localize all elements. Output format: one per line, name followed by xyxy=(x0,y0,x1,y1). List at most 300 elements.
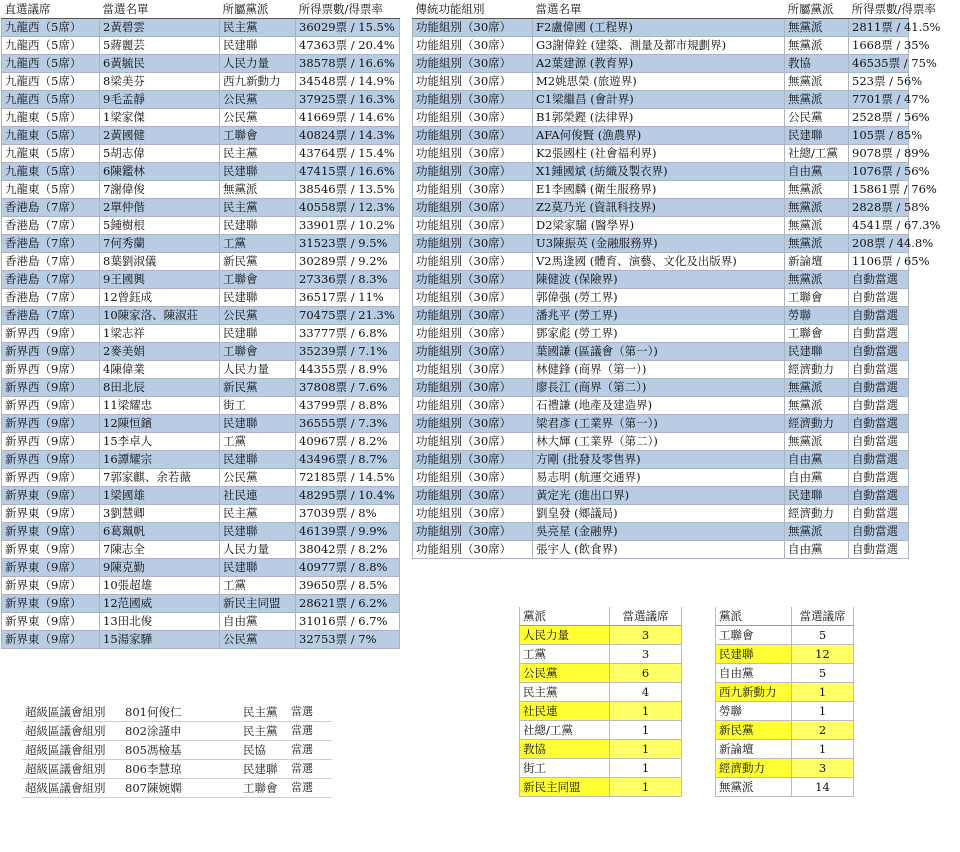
votes-cell: 40977票 / 8.8% xyxy=(296,559,400,577)
candidate-cell: 2麥美娟 xyxy=(100,343,220,361)
table-row xyxy=(413,433,909,451)
constituency-cell: 功能組別（30席） xyxy=(413,397,533,415)
party-name-cell: 經濟動力 xyxy=(716,759,792,778)
party-cell: 民主黨 xyxy=(220,145,296,163)
candidate-cell: Z2莫乃光 (資訊科技界) xyxy=(533,199,785,217)
votes-cell: 27336票 / 8.3% xyxy=(296,271,400,289)
table-row xyxy=(716,664,854,683)
party-name-cell: 人民力量 xyxy=(520,626,610,645)
table-row xyxy=(413,181,909,199)
candidate-cell: 易志明 (航運交通界) xyxy=(533,469,785,487)
constituency-cell: 超級區議會組別 xyxy=(22,741,122,760)
votes-cell: 自動當選 xyxy=(849,487,909,505)
constituency-cell: 功能組別（30席） xyxy=(413,487,533,505)
candidate-cell: B1郭榮鏗 (法律界) xyxy=(533,109,785,127)
table-row xyxy=(520,645,682,664)
votes-cell: 自動當選 xyxy=(849,523,909,541)
votes-cell: 31016票 / 6.7% xyxy=(296,613,400,631)
table-row xyxy=(413,523,909,541)
party-cell: 無黨派 xyxy=(220,181,296,199)
votes-cell: 32753票 / 7% xyxy=(296,631,400,649)
votes-cell: 39650票 / 8.5% xyxy=(296,577,400,595)
table-row xyxy=(2,631,400,649)
constituency-cell: 九龍東（5席） xyxy=(2,163,100,181)
table-row xyxy=(413,325,909,343)
table-row xyxy=(413,397,909,415)
table-header-row xyxy=(520,607,682,626)
party-cell: 公民黨 xyxy=(220,631,296,649)
table-row xyxy=(2,271,400,289)
constituency-cell: 超級區議會組別 xyxy=(22,760,122,779)
candidate-cell: V2馬逢國 (體育、演藝、文化及出版界) xyxy=(533,253,785,271)
party-name-cell: 社總/工黨 xyxy=(520,721,610,740)
constituency-cell: 功能組別（30席） xyxy=(413,19,533,37)
table-row xyxy=(413,451,909,469)
party-cell: 經濟動力 xyxy=(785,415,849,433)
party-cell: 民建聯 xyxy=(220,325,296,343)
party-cell: 經濟動力 xyxy=(785,361,849,379)
seat-count-cell: 5 xyxy=(792,626,854,645)
table-row xyxy=(520,759,682,778)
table-row xyxy=(2,37,400,55)
party-cell: 自由黨 xyxy=(220,613,296,631)
constituency-cell: 功能組別（30席） xyxy=(413,379,533,397)
party-cell: 無黨派 xyxy=(785,523,849,541)
votes-cell: 自動當選 xyxy=(849,379,909,397)
constituency-cell: 新界東（9席） xyxy=(2,523,100,541)
constituency-cell: 超級區議會組別 xyxy=(22,779,122,798)
party-cell: 無黨派 xyxy=(785,73,849,91)
table-row xyxy=(2,541,400,559)
table-row xyxy=(520,702,682,721)
table-header-row xyxy=(716,607,854,626)
constituency-cell: 功能組別（30席） xyxy=(413,109,533,127)
candidate-cell: 2黃國健 xyxy=(100,127,220,145)
party-name-cell: 公民黨 xyxy=(520,664,610,683)
table-row xyxy=(413,343,909,361)
table-row xyxy=(2,181,400,199)
party-cell: 公民黨 xyxy=(220,307,296,325)
column-header: 所得票數/得票率 xyxy=(849,0,909,19)
candidate-cell: 9王國興 xyxy=(100,271,220,289)
functional-constituency-table xyxy=(412,0,941,559)
seat-count-cell: 3 xyxy=(610,626,682,645)
column-header: 當選名單 xyxy=(100,0,220,19)
table-row xyxy=(716,740,854,759)
constituency-cell: 功能組別（30席） xyxy=(413,415,533,433)
table-row xyxy=(413,487,909,505)
party-cell: 民建聯 xyxy=(220,559,296,577)
party-name-cell: 民建聯 xyxy=(716,645,792,664)
constituency-cell: 新界西（9席） xyxy=(2,469,100,487)
table-row xyxy=(2,361,400,379)
constituency-cell: 新界西（9席） xyxy=(2,361,100,379)
candidate-cell: 10張超雄 xyxy=(100,577,220,595)
constituency-cell: 功能組別（30席） xyxy=(413,37,533,55)
candidate-cell: 3劉慧卿 xyxy=(100,505,220,523)
seat-count-cell: 5 xyxy=(792,664,854,683)
table-row xyxy=(2,577,400,595)
party-cell: 無黨派 xyxy=(785,217,849,235)
table-row xyxy=(716,759,854,778)
table-row xyxy=(413,145,909,163)
candidate-cell: 15李卓人 xyxy=(100,433,220,451)
candidate-cell: 1梁家傑 xyxy=(100,109,220,127)
table-row xyxy=(413,163,909,181)
constituency-cell: 功能組別（30席） xyxy=(413,451,533,469)
constituency-cell: 功能組別（30席） xyxy=(413,55,533,73)
candidate-cell: 葉國謙 (區議會（第一）) xyxy=(533,343,785,361)
result-cell: 當選 xyxy=(288,779,332,798)
candidate-cell: 1梁志祥 xyxy=(100,325,220,343)
candidate-cell: 2黃碧雲 xyxy=(100,19,220,37)
votes-cell: 37925票 / 16.3% xyxy=(296,91,400,109)
candidate-cell: D2梁家騮 (醫學界) xyxy=(533,217,785,235)
party-cell: 工黨 xyxy=(220,577,296,595)
constituency-cell: 超級區議會組別 xyxy=(22,703,122,722)
candidate-cell: 12范國威 xyxy=(100,595,220,613)
party-cell: 工聯會 xyxy=(785,325,849,343)
table-row xyxy=(2,127,400,145)
constituency-cell: 功能組別（30席） xyxy=(413,181,533,199)
seat-count-cell: 6 xyxy=(610,664,682,683)
column-header: 當選名單 xyxy=(533,0,785,19)
votes-cell: 自動當選 xyxy=(849,415,909,433)
votes-cell: 28621票 / 6.2% xyxy=(296,595,400,613)
candidate-cell: 梁君彥 (工業界（第一）) xyxy=(533,415,785,433)
votes-cell: 34548票 / 14.9% xyxy=(296,73,400,91)
party-cell: 自由黨 xyxy=(785,163,849,181)
party-cell: 民建聯 xyxy=(785,127,849,145)
party-cell: 新民黨 xyxy=(220,379,296,397)
candidate-cell: 6陳鑑林 xyxy=(100,163,220,181)
constituency-cell: 新界西（9席） xyxy=(2,325,100,343)
votes-cell: 46535票 / 75% xyxy=(849,55,909,73)
party-name-cell: 新論壇 xyxy=(716,740,792,759)
party-cell: 自由黨 xyxy=(785,469,849,487)
votes-cell: 自動當選 xyxy=(849,325,909,343)
party-cell: 民主黨 xyxy=(220,19,296,37)
table-row xyxy=(2,469,400,487)
party-cell: 無黨派 xyxy=(785,91,849,109)
seat-count-cell: 3 xyxy=(610,645,682,664)
party-cell: 民建聯 xyxy=(220,523,296,541)
candidate-cell: 8葉劉淑儀 xyxy=(100,253,220,271)
party-cell: 民建聯 xyxy=(240,760,288,779)
constituency-cell: 功能組別（30席） xyxy=(413,217,533,235)
table-row xyxy=(413,505,909,523)
table-row xyxy=(716,778,854,797)
constituency-cell: 功能組別（30席） xyxy=(413,91,533,109)
table-row xyxy=(413,73,909,91)
constituency-cell: 九龍東（5席） xyxy=(2,181,100,199)
table-row xyxy=(2,397,400,415)
constituency-cell: 新界東（9席） xyxy=(2,631,100,649)
table-row xyxy=(413,217,909,235)
table-row xyxy=(520,721,682,740)
party-cell: 工黨 xyxy=(220,235,296,253)
table-row xyxy=(716,645,854,664)
votes-cell: 2811票 / 41.5% xyxy=(849,19,909,37)
column-header: 當選議席 xyxy=(792,607,854,626)
table-row xyxy=(2,613,400,631)
votes-cell: 自動當選 xyxy=(849,343,909,361)
candidate-cell: 方剛 (批發及零售界) xyxy=(533,451,785,469)
party-cell: 社總/工黨 xyxy=(785,145,849,163)
votes-cell: 47415票 / 16.6% xyxy=(296,163,400,181)
votes-cell: 自動當選 xyxy=(849,451,909,469)
party-cell: 公民黨 xyxy=(785,109,849,127)
candidate-cell: 7謝偉俊 xyxy=(100,181,220,199)
candidate-cell: 12曾鈺成 xyxy=(100,289,220,307)
party-cell: 工聯會 xyxy=(240,779,288,798)
table-row xyxy=(520,740,682,759)
table-row xyxy=(520,683,682,702)
party-cell: 公民黨 xyxy=(220,469,296,487)
table-row xyxy=(22,703,332,722)
party-name-cell: 街工 xyxy=(520,759,610,778)
constituency-cell: 九龍西（5席） xyxy=(2,91,100,109)
party-cell: 民建聯 xyxy=(220,415,296,433)
table-row xyxy=(2,289,400,307)
votes-cell: 36029票 / 15.5% xyxy=(296,19,400,37)
candidate-cell: 15湯家驊 xyxy=(100,631,220,649)
constituency-cell: 功能組別（30席） xyxy=(413,253,533,271)
party-cell: 人民力量 xyxy=(220,361,296,379)
candidate-cell: 林大輝 (工業界（第二）) xyxy=(533,433,785,451)
party-cell: 民建聯 xyxy=(220,217,296,235)
candidate-cell: 9毛孟靜 xyxy=(100,91,220,109)
votes-cell: 37039票 / 8% xyxy=(296,505,400,523)
table-row xyxy=(2,163,400,181)
table-row xyxy=(2,217,400,235)
constituency-cell: 新界西（9席） xyxy=(2,433,100,451)
constituency-cell: 功能組別（30席） xyxy=(413,433,533,451)
votes-cell: 46139票 / 9.9% xyxy=(296,523,400,541)
votes-cell: 15861票 / 76% xyxy=(849,181,909,199)
candidate-cell: K2張國柱 (社會福利界) xyxy=(533,145,785,163)
column-header: 黨派 xyxy=(520,607,610,626)
party-cell: 社民連 xyxy=(220,487,296,505)
party-cell: 無黨派 xyxy=(785,271,849,289)
column-header: 黨派 xyxy=(716,607,792,626)
candidate-cell: 806李慧琼 xyxy=(122,760,240,779)
party-cell: 新論壇 xyxy=(785,253,849,271)
table-row xyxy=(2,145,400,163)
votes-cell: 7701票 / 47% xyxy=(849,91,909,109)
votes-cell: 47363票 / 20.4% xyxy=(296,37,400,55)
table-row xyxy=(716,626,854,645)
party-cell: 民主黨 xyxy=(240,722,288,741)
candidate-cell: 陳健波 (保險界) xyxy=(533,271,785,289)
candidate-cell: 805馮檢基 xyxy=(122,741,240,760)
party-cell: 新民主同盟 xyxy=(220,595,296,613)
table-row xyxy=(22,779,332,798)
table-row xyxy=(413,235,909,253)
candidate-cell: 807陳婉嫻 xyxy=(122,779,240,798)
votes-cell: 自動當選 xyxy=(849,397,909,415)
constituency-cell: 新界東（9席） xyxy=(2,505,100,523)
party-name-cell: 勞聯 xyxy=(716,702,792,721)
candidate-cell: 鄧家彪 (勞工界) xyxy=(533,325,785,343)
column-header: 所屬黨派 xyxy=(785,0,849,19)
party-name-cell: 新民黨 xyxy=(716,721,792,740)
party-cell: 民主黨 xyxy=(220,199,296,217)
votes-cell: 4541票 / 67.3% xyxy=(849,217,909,235)
constituency-cell: 功能組別（30席） xyxy=(413,127,533,145)
table-row xyxy=(413,361,909,379)
votes-cell: 70475票 / 21.3% xyxy=(296,307,400,325)
votes-cell: 44355票 / 8.9% xyxy=(296,361,400,379)
result-cell: 當選 xyxy=(288,741,332,760)
party-cell: 無黨派 xyxy=(785,397,849,415)
constituency-cell: 功能組別（30席） xyxy=(413,289,533,307)
party-cell: 無黨派 xyxy=(785,37,849,55)
candidate-cell: U3陳振英 (金融服務界) xyxy=(533,235,785,253)
party-name-cell: 新民主同盟 xyxy=(520,778,610,797)
constituency-cell: 功能組別（30席） xyxy=(413,523,533,541)
constituency-cell: 超級區議會組別 xyxy=(22,722,122,741)
votes-cell: 自動當選 xyxy=(849,433,909,451)
votes-cell: 208票 / 44.8% xyxy=(849,235,909,253)
table-row xyxy=(413,19,909,37)
party-cell: 無黨派 xyxy=(785,181,849,199)
candidate-cell: 4陳偉業 xyxy=(100,361,220,379)
party-cell: 無黨派 xyxy=(785,379,849,397)
party-name-cell: 工聯會 xyxy=(716,626,792,645)
party-cell: 教協 xyxy=(785,55,849,73)
table-row xyxy=(2,379,400,397)
party-cell: 無黨派 xyxy=(785,199,849,217)
candidate-cell: 石禮謙 (地產及建造界) xyxy=(533,397,785,415)
party-cell: 無黨派 xyxy=(785,433,849,451)
party-cell: 民建聯 xyxy=(785,343,849,361)
votes-cell: 33901票 / 10.2% xyxy=(296,217,400,235)
table-row xyxy=(520,664,682,683)
constituency-cell: 香港島（7席） xyxy=(2,217,100,235)
candidate-cell: 林健鋒 (商界（第一）) xyxy=(533,361,785,379)
votes-cell: 自動當選 xyxy=(849,361,909,379)
constituency-cell: 新界西（9席） xyxy=(2,379,100,397)
table-row xyxy=(413,199,909,217)
table-row xyxy=(413,307,909,325)
table-row xyxy=(413,379,909,397)
party-cell: 工黨 xyxy=(220,433,296,451)
candidate-cell: C1梁繼昌 (會計界) xyxy=(533,91,785,109)
votes-cell: 38546票 / 13.5% xyxy=(296,181,400,199)
votes-cell: 自動當選 xyxy=(849,541,909,559)
votes-cell: 41669票 / 14.6% xyxy=(296,109,400,127)
table-row xyxy=(413,271,909,289)
party-name-cell: 自由黨 xyxy=(716,664,792,683)
candidate-cell: 黃定光 (進出口界) xyxy=(533,487,785,505)
table-row xyxy=(413,109,909,127)
party-name-cell: 西九新動力 xyxy=(716,683,792,702)
table-row xyxy=(520,778,682,797)
constituency-cell: 九龍西（5席） xyxy=(2,19,100,37)
party-cell: 民建聯 xyxy=(785,487,849,505)
table-row xyxy=(413,469,909,487)
seat-count-cell: 1 xyxy=(792,740,854,759)
constituency-cell: 功能組別（30席） xyxy=(413,163,533,181)
candidate-cell: AFA何俊賢 (漁農界) xyxy=(533,127,785,145)
votes-cell: 43799票 / 8.8% xyxy=(296,397,400,415)
seat-count-cell: 1 xyxy=(610,759,682,778)
party-cell: 民主黨 xyxy=(220,505,296,523)
seat-count-cell: 1 xyxy=(610,721,682,740)
seat-count-cell: 1 xyxy=(610,778,682,797)
table-row xyxy=(2,325,400,343)
geographical-constituency-table xyxy=(1,0,400,649)
table-row xyxy=(2,559,400,577)
votes-cell: 2828票 / 58% xyxy=(849,199,909,217)
party-cell: 自由黨 xyxy=(785,451,849,469)
candidate-cell: 郭偉强 (勞工界) xyxy=(533,289,785,307)
table-row xyxy=(413,127,909,145)
candidate-cell: 12陳恒鑌 xyxy=(100,415,220,433)
votes-cell: 1106票 / 65% xyxy=(849,253,909,271)
votes-cell: 33777票 / 6.8% xyxy=(296,325,400,343)
party-cell: 公民黨 xyxy=(220,91,296,109)
table-row xyxy=(2,451,400,469)
table-row xyxy=(413,91,909,109)
constituency-cell: 新界西（9席） xyxy=(2,415,100,433)
candidate-cell: 廖長江 (商界（第二）) xyxy=(533,379,785,397)
result-cell: 當選 xyxy=(288,703,332,722)
candidate-cell: 802涂謹申 xyxy=(122,722,240,741)
table-row xyxy=(413,37,909,55)
votes-cell: 1668票 / 35% xyxy=(849,37,909,55)
seat-count-cell: 14 xyxy=(792,778,854,797)
constituency-cell: 九龍西（5席） xyxy=(2,37,100,55)
candidate-cell: 張宇人 (飲食界) xyxy=(533,541,785,559)
candidate-cell: 潘兆平 (勞工界) xyxy=(533,307,785,325)
constituency-cell: 功能組別（30席） xyxy=(413,73,533,91)
votes-cell: 自動當選 xyxy=(849,289,909,307)
constituency-cell: 九龍東（5席） xyxy=(2,145,100,163)
constituency-cell: 香港島（7席） xyxy=(2,271,100,289)
result-cell: 當選 xyxy=(288,760,332,779)
seat-count-cell: 12 xyxy=(792,645,854,664)
constituency-cell: 香港島（7席） xyxy=(2,307,100,325)
table-row xyxy=(716,702,854,721)
party-cell: 勞聯 xyxy=(785,307,849,325)
constituency-cell: 香港島（7席） xyxy=(2,199,100,217)
table-row xyxy=(2,433,400,451)
table-row xyxy=(2,487,400,505)
constituency-cell: 功能組別（30席） xyxy=(413,307,533,325)
candidate-cell: 16譚耀宗 xyxy=(100,451,220,469)
party-name-cell: 教協 xyxy=(520,740,610,759)
votes-cell: 38042票 / 8.2% xyxy=(296,541,400,559)
votes-cell: 自動當選 xyxy=(849,307,909,325)
party-cell: 工聯會 xyxy=(785,289,849,307)
constituency-cell: 新界東（9席） xyxy=(2,577,100,595)
constituency-cell: 功能組別（30席） xyxy=(413,271,533,289)
column-header: 當選議席 xyxy=(610,607,682,626)
candidate-cell: 13田北俊 xyxy=(100,613,220,631)
table-row xyxy=(2,73,400,91)
table-row xyxy=(520,626,682,645)
candidate-cell: 6葛珮帆 xyxy=(100,523,220,541)
constituency-cell: 新界西（9席） xyxy=(2,397,100,415)
table-row xyxy=(413,55,909,73)
votes-cell: 37808票 / 7.6% xyxy=(296,379,400,397)
table-row xyxy=(2,19,400,37)
candidate-cell: 8田北辰 xyxy=(100,379,220,397)
party-cell: 民協 xyxy=(240,741,288,760)
party-cell: 民主黨 xyxy=(240,703,288,722)
